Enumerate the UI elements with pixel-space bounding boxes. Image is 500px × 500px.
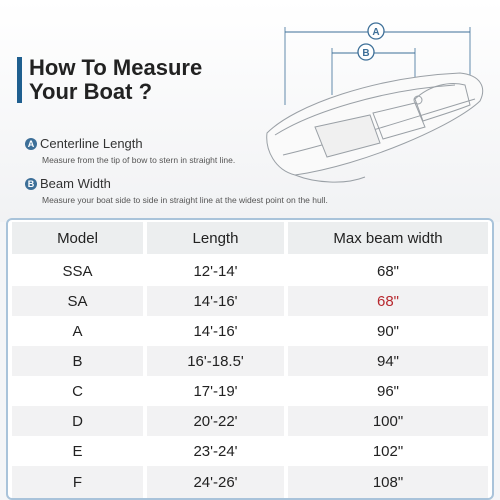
cell-length: 17'-19' xyxy=(193,382,238,400)
table-row xyxy=(8,436,492,466)
cell-length: 24'-26' xyxy=(147,466,284,498)
header-beam-width: Max beam width xyxy=(288,222,488,254)
cell-length: 20'-22' xyxy=(147,406,284,436)
cell-beam: 100" xyxy=(288,406,488,436)
cell-beam: 68" xyxy=(376,262,399,280)
cell-model: D xyxy=(12,406,143,436)
title-accent-bar xyxy=(17,57,22,103)
marker-a-label: A xyxy=(372,27,380,38)
page-title xyxy=(29,56,202,104)
cell-length: 23'-24' xyxy=(193,442,238,460)
cell-model: F xyxy=(12,466,143,498)
cell-beam: 94" xyxy=(288,346,488,376)
table-row xyxy=(8,406,492,436)
cell-length: 12'-14' xyxy=(193,262,238,280)
beam-width-label: Beam Width xyxy=(40,176,111,191)
table-row xyxy=(8,376,492,406)
marker-b-label: B xyxy=(362,48,370,59)
cell-beam: 108" xyxy=(288,466,488,498)
title-line-1: How To Measure xyxy=(29,55,203,80)
cell-model: SA xyxy=(12,286,143,316)
table-row xyxy=(8,346,492,376)
header-model: Model xyxy=(12,222,143,254)
table-row xyxy=(8,256,492,286)
badge-a-icon: A xyxy=(25,138,37,150)
cell-model: B xyxy=(12,346,143,376)
centerline-length-label: Centerline Length xyxy=(40,136,143,151)
table-row xyxy=(8,286,492,316)
size-chart-table xyxy=(6,218,494,500)
boat-hull-icon xyxy=(267,73,483,182)
header-length: Length xyxy=(147,222,284,254)
cell-length: 14'-16' xyxy=(147,286,284,316)
table-row xyxy=(8,466,492,498)
title-line-2: Your Boat ? xyxy=(29,79,153,104)
beam-width-item xyxy=(25,176,111,191)
cell-beam: 90" xyxy=(376,322,399,340)
cell-model: E xyxy=(72,442,83,460)
badge-b-icon: B xyxy=(25,178,37,190)
centerline-length-desc: Measure from the tip of bow to stern in straight line. xyxy=(42,155,236,165)
table-header-row xyxy=(8,222,492,254)
cell-beam: 96" xyxy=(376,382,399,400)
cell-beam-highlighted: 68" xyxy=(288,286,488,316)
boat-diagram xyxy=(255,15,500,195)
cell-length: 14'-16' xyxy=(193,322,238,340)
cell-model: SSA xyxy=(62,262,93,280)
cell-model: A xyxy=(72,322,83,340)
table-row xyxy=(8,316,492,346)
cell-model: C xyxy=(72,382,83,400)
cell-beam: 102" xyxy=(372,442,404,460)
cell-length: 16'-18.5' xyxy=(147,346,284,376)
beam-width-desc: Measure your boat side to side in straight line at the widest point on the hull. xyxy=(42,195,328,205)
centerline-length-item xyxy=(25,136,143,151)
